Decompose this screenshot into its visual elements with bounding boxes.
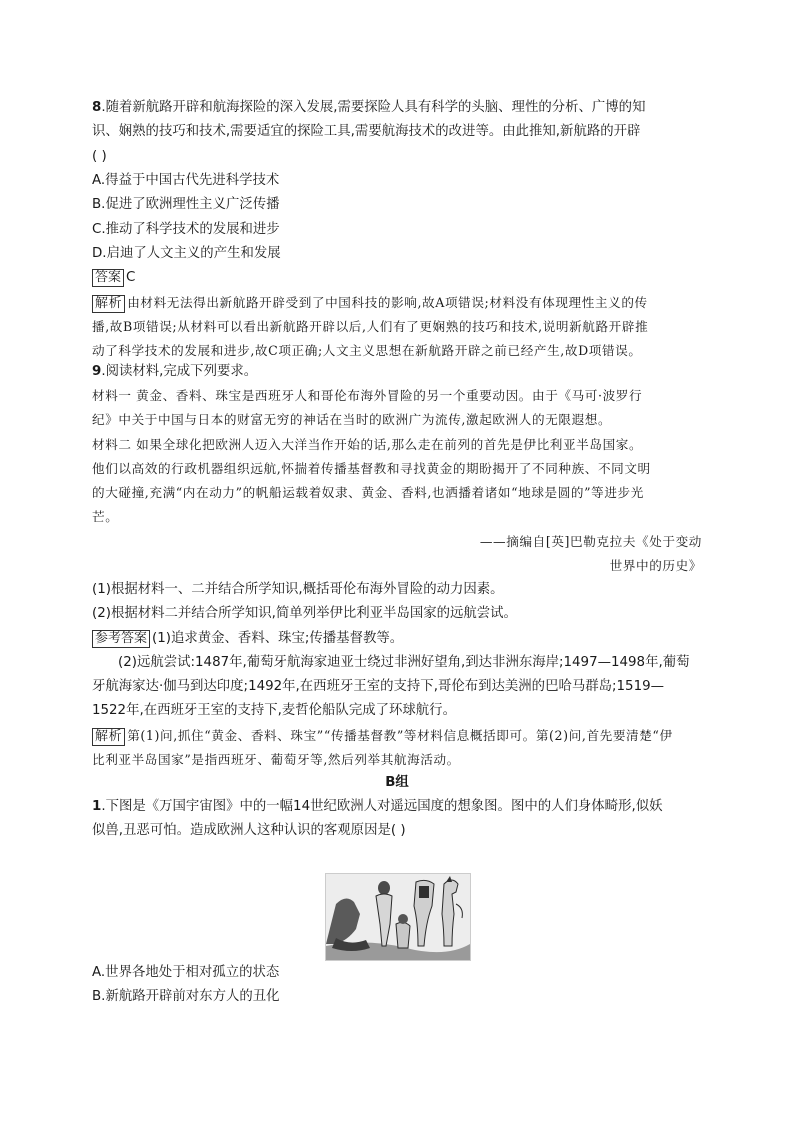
b-q1-stem-line-2: 似兽,丑恶可怕。造成欧洲人这种认识的客观原因是( ) xyxy=(92,823,406,838)
q9-reference-text-1: (1)追求黄金、香料、珠宝;传播基督教等。 xyxy=(152,631,404,646)
q8-answer xyxy=(92,266,135,290)
q9-intro xyxy=(92,360,257,384)
q9-reference-answer-2-line-3: 1522年,在西班牙王室的支持下,麦哲伦船队完成了环球航行。 xyxy=(92,703,456,718)
analysis-tag: 解析 xyxy=(92,295,125,313)
b-q1-option-b: B.新航路开辟前对东方人的丑化 xyxy=(92,989,280,1004)
q8-option-c: C.推动了科学技术的发展和进步 xyxy=(92,222,280,237)
q9-material-2-line-4: 芒。 xyxy=(92,509,119,524)
q9-requirement-2: (2)根据材料二并结合所学知识,简单列举伊比利亚半岛国家的远航尝试。 xyxy=(92,606,517,621)
q8-number: 8 xyxy=(92,100,102,115)
monsters-woodcut-image xyxy=(325,873,471,961)
b-q1-stem-text-1: .下图是《万国宇宙图》中的一幅14世纪欧洲人对遥远国度的想象图。图中的人们身体畸形,似妖 xyxy=(101,799,663,814)
q9-material-2-line-2: 他们以高效的行政机器组织远航,怀揣着传播基督教和寻找黄金的期盼揭开了不同种族、不同文明 xyxy=(92,461,651,476)
q9-requirement-1: (1)根据材料一、二并结合所学知识,概括哥伦布海外冒险的动力因素。 xyxy=(92,582,504,597)
q8-analysis-line-1 xyxy=(92,291,648,315)
q9-analysis-line-1 xyxy=(92,724,673,748)
q8-answer-paren: ( ) xyxy=(92,149,107,164)
answer-tag: 答案 xyxy=(92,269,124,287)
q9-reference-answer-1 xyxy=(92,627,403,651)
q8-analysis-line-3: 动了科学技术的发展和进步,故C项正确;人文主义思想在新航路开辟之前已经产生,故D项错误。 xyxy=(92,343,642,358)
b-q1-option-a: A.世界各地处于相对孤立的状态 xyxy=(92,965,280,980)
q9-reference-answer-2-line-2: 牙航海家达·伽马到达印度;1492年,在西班牙王室的支持下,哥伦布到达美洲的巴哈马群岛;1519— xyxy=(92,679,665,694)
q8-option-d: D.启迪了人文主义的产生和发展 xyxy=(92,246,281,261)
q8-analysis-text-1: 由材料无法得出新航路开辟受到了中国科技的影响,故A项错误;材料没有体现理性主义的传 xyxy=(127,295,648,310)
q9-material-1-line-2: 纪》中关于中国与日本的财富无穷的神话在当时的欧洲广为流传,激起欧洲人的无限遐想。 xyxy=(92,412,612,427)
q8-answer-value: C xyxy=(126,270,136,285)
b-q1-number: 1 xyxy=(92,799,102,814)
q9-intro-text: .阅读材料,完成下列要求。 xyxy=(101,364,258,379)
q8-stem-line-2: 识、娴熟的技巧和技术,需要适宜的探险工具,需要航海技术的改进等。由此推知,新航路的开辟 xyxy=(92,124,641,139)
q9-number: 9 xyxy=(92,364,102,379)
q9-analysis-text-1: 第(1)问,抓住“黄金、香料、珠宝”“传播基督教”等材料信息概括即可。第(2)问,首先要清楚“伊 xyxy=(127,728,673,743)
q8-option-b: B.促进了欧洲理性主义广泛传播 xyxy=(92,197,280,212)
q9-source-line-1: ——摘编自[英]巴勒克拉夫《处于变动 xyxy=(479,534,702,549)
q9-source-line-2: 世界中的历史》 xyxy=(609,558,702,573)
q8-stem-text-1: .随着新航路开辟和航海探险的深入发展,需要探险人具有科学的头脑、理性的分析、广博的知 xyxy=(101,100,646,115)
reference-answer-tag: 参考答案 xyxy=(92,630,150,648)
group-b-title: B组 xyxy=(385,775,409,790)
q9-material-1-line-1: 材料一 黄金、香料、珠宝是西班牙人和哥伦布海外冒险的另一个重要动因。由于《马可·波罗行 xyxy=(92,388,643,403)
q9-material-2-line-1: 材料二 如果全球化把欧洲人迈入大洋当作开始的话,那么走在前列的首先是伊比利亚半岛国家。 xyxy=(92,437,643,452)
q9-analysis-line-2: 比利亚半岛国家”是指西班牙、葡萄牙等,然后列举其航海活动。 xyxy=(92,752,460,767)
q9-reference-answer-2-line-1: (2)远航尝试:1487年,葡萄牙航海家迪亚士绕过非洲好望角,到达非洲东海岸;1497—1498年,葡萄 xyxy=(118,655,690,670)
q8-option-a: A.得益于中国古代先进科学技术 xyxy=(92,173,280,188)
q8-analysis-line-2: 播,故B项错误;从材料可以看出新航路开辟以后,人们有了更娴熟的技巧和技术,说明新航路开辟推 xyxy=(92,319,649,334)
q9-material-2-line-3: 的大碰撞,充满“内在动力”的帆船运载着奴隶、黄金、香料,也洒播着诸如“地球是圆的”等进步光 xyxy=(92,485,644,500)
q8-stem-line-1 xyxy=(92,96,645,120)
b-q1-stem-line-1 xyxy=(92,795,663,819)
analysis-tag: 解析 xyxy=(92,728,125,746)
